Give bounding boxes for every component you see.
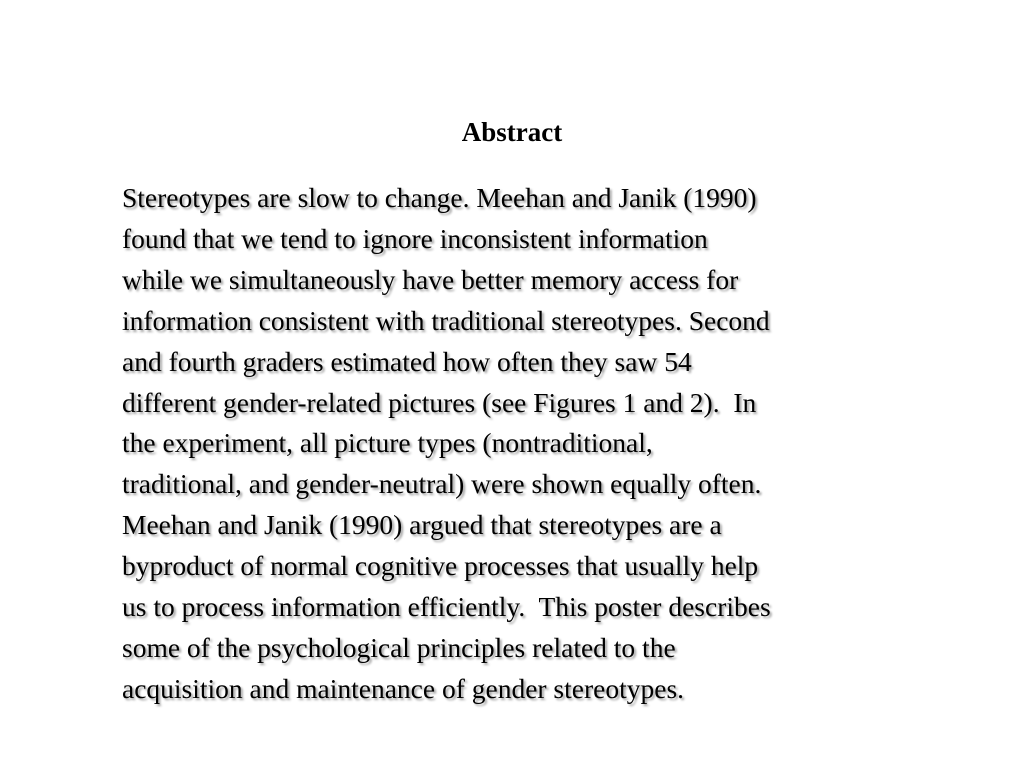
abstract-title: Abstract bbox=[461, 117, 563, 147]
abstract-line: Stereotypes are slow to change. Meehan and Janik (1990) bbox=[122, 182, 757, 213]
abstract-line: us to process information efficiently. This poster describes bbox=[122, 591, 771, 623]
abstract-line: traditional, and gender-neutral) were shown equally often. bbox=[122, 468, 762, 500]
abstract-line: byproduct of normal cognitive processes that usually help bbox=[122, 550, 759, 582]
abstract-line: Meehan and Janik (1990) argued that stereotypes are a bbox=[122, 509, 722, 541]
abstract-line: information consistent with traditional stereotypes. Second bbox=[122, 304, 770, 336]
abstract-line: different gender-related pictures (see Figures 1 and 2). In bbox=[122, 386, 757, 418]
abstract-body bbox=[122, 178, 952, 710]
abstract-line: some of the psychological principles related to the bbox=[122, 631, 676, 663]
abstract-line: the experiment, all picture types (nontraditional, bbox=[122, 427, 653, 459]
abstract-line: acquisition and maintenance of gender stereotypes. bbox=[122, 672, 685, 704]
abstract-line: while we simultaneously have better memory access for bbox=[122, 263, 739, 295]
abstract-line: and fourth graders estimated how often they saw 54 bbox=[122, 345, 692, 377]
abstract-line: found that we tend to ignore inconsistent information bbox=[122, 222, 708, 254]
